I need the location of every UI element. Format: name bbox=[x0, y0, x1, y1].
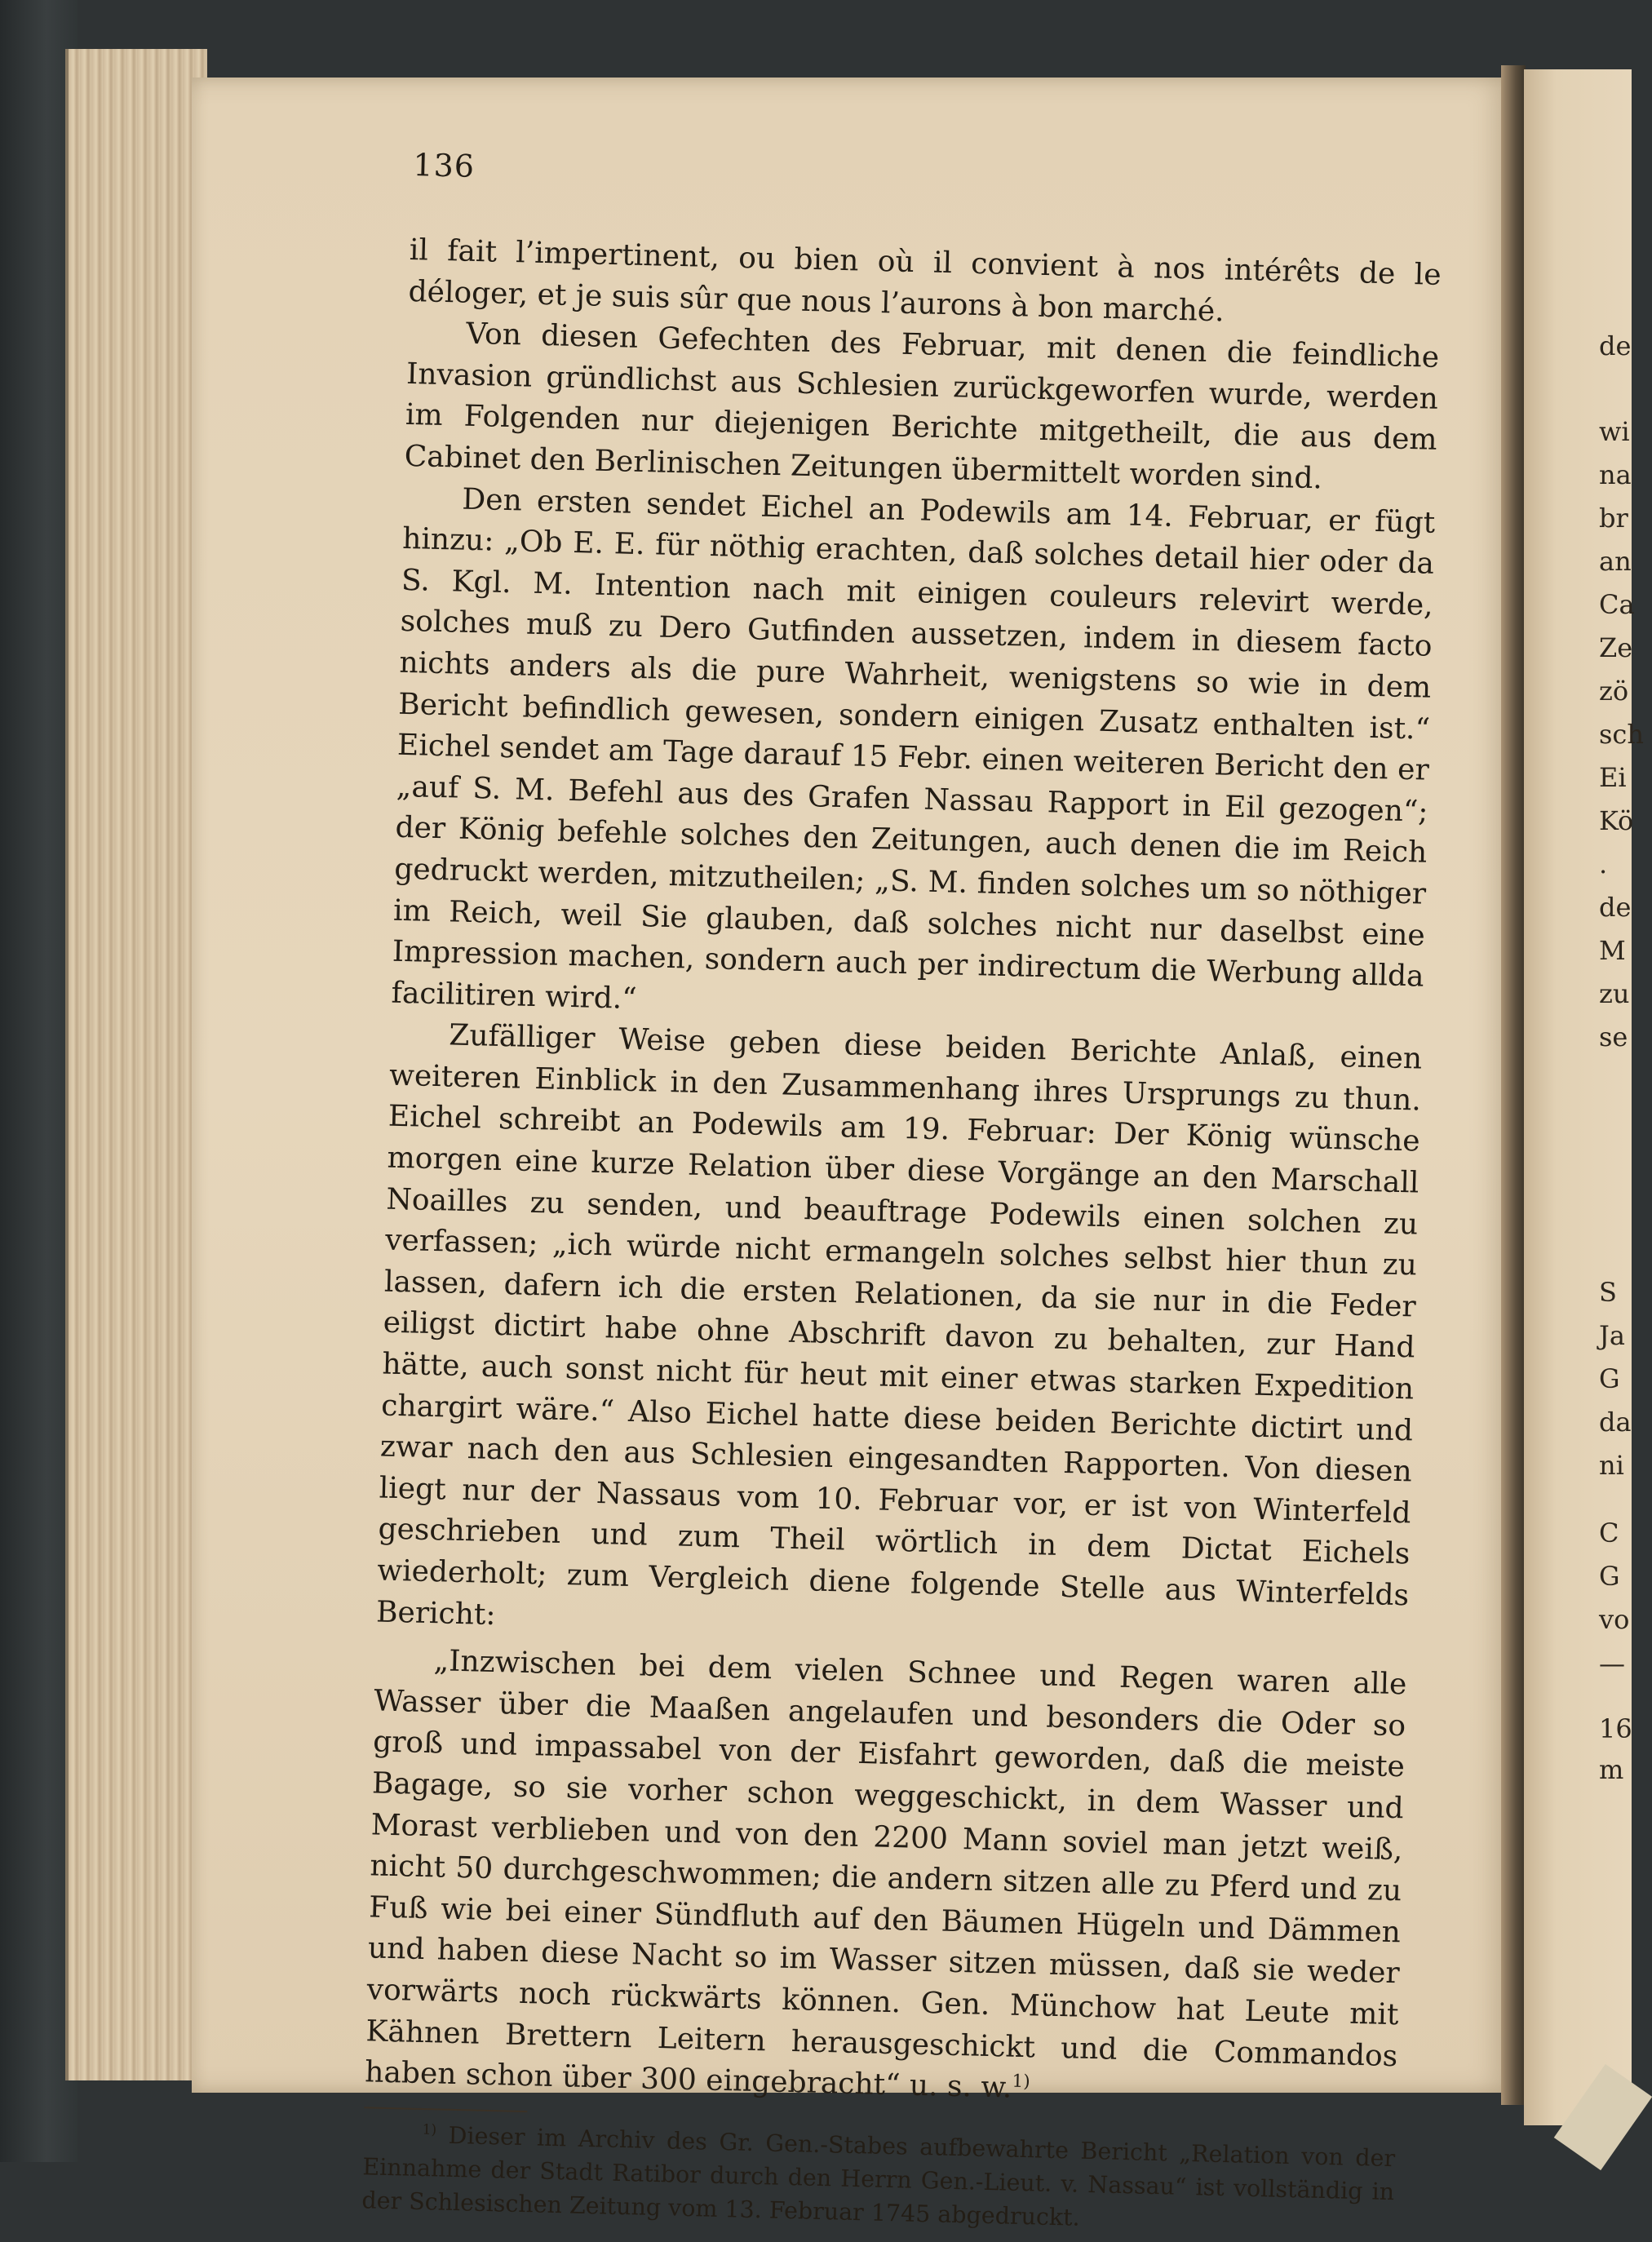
footnote bbox=[361, 2116, 1396, 2242]
footnote-text: Dieser im Archiv des Gr. Gen.-Stabes aufbewahrte Bericht „Relation von der Einnahme der Stadt Ratibor durch den Herrn Gen.-Lieut. v. Nassau“ ist vollständig in der Schlesischen Zeitung vom 13. Februar 1745 abgedruckt. bbox=[361, 2121, 1396, 2231]
facing-fragment: M bbox=[1599, 935, 1626, 966]
facing-fragment: 16 bbox=[1599, 1713, 1632, 1744]
facing-fragment: da bbox=[1599, 1407, 1632, 1438]
quoted-report-text: „Inzwischen bei dem vielen Schnee und Regen waren alle Wasser über die Maaßen angelaufen und besonders die Oder so groß und impassabel von der Eisfahrt geworden, daß die meiste Bagage, so sie vorher schon weggeschickt, in dem Wasser und Morast verblieben und von den 2200 Mann soviel man jetzt weiß, nicht 50 durchgeschwommen; die andern sitzen alle zu Pferd und zu Fuß wie bei einer Sündfluth auf den Bäumen Hügeln und Dämmen und haben diese Nacht so im Wasser sitzen müssen, daß sie weder vorwärts noch rückwärts können. Gen. Münchow hat Leute mit Kähnen Brettern Leitern herausgeschickt und die Commandos haben schon über 300 eingebracht“ u. s. w. bbox=[364, 1644, 1407, 2105]
facing-fragment: Ca bbox=[1599, 589, 1635, 620]
footnote-divider bbox=[364, 2107, 527, 2112]
facing-fragment: vo bbox=[1599, 1604, 1630, 1635]
facing-fragment: m bbox=[1599, 1754, 1624, 1785]
facing-fragment: G bbox=[1599, 1363, 1620, 1394]
facing-fragment: zö bbox=[1599, 676, 1629, 707]
quoted-report bbox=[365, 1640, 1407, 2119]
paragraph: Zufälliger Weise geben diese beiden Berichte Anlaß, einen weiteren Einblick in den Zusammenhang ihres Ursprungs zu thun. Eichel schreibt an Podewils am 19. Februar: Der König wünsche morgen eine kurze Relation über diese Vorgänge an den Marschall Noailles zu senden, und beauftrage Podewils einen solchen zu verfassen; „ich würde nicht ermangeln solches selbst hier thun zu lassen, dafern ich die ersten Relationen, da sie nur in die Feder eiligst dictirt habe ohne Abschrift davon zu behalten, zur Hand hätte, auch sonst nicht für heut mit einer etwas starken Expedition chargirt wäre.“ Also Eichel hatte diese beiden Berichte dictirt und zwar nach den aus Schlesien eingesandten Rapporten. Von diesen liegt nur der Nassaus vom 10. Februar vor, er ist von Winterfeld geschrieben und zum Theil wörtlich in dem Dictat Eichels wiederholt; zum Vergleich diene folgende Stelle aus Winterfelds Bericht: bbox=[375, 1018, 1423, 1632]
paragraph: Von diesen Gefechten des Februar, mit denen die feindliche Invasion gründlichst aus Schlesien zurückgeworfen wurde, werden im Folgenden nur diejenigen Berichte mitgetheilt, die aus dem Cabinet den Berlinischen Zeitungen übermittelt worden sind. bbox=[404, 317, 1440, 496]
facing-fragment: ni bbox=[1599, 1450, 1624, 1481]
paragraph-french-quote-end: il fait l’impertinent, ou bien où il convient à nos intérêts de le déloger, et je suis sûr que nous l’aurons à bon marché. bbox=[408, 233, 1442, 328]
facing-fragment: . bbox=[1599, 849, 1608, 880]
facing-fragment: br bbox=[1599, 503, 1628, 534]
facing-fragment: — bbox=[1599, 1648, 1625, 1679]
facing-fragment: Ze bbox=[1599, 632, 1633, 663]
facing-fragment: sch bbox=[1599, 719, 1644, 750]
paragraph: Den ersten sendet Eichel an Podewils am 14. Februar, er fügt hinzu: „Ob E. E. für nöthig erachten, daß solches detail hier oder da S. Kgl. M. Intention nach mit einigen couleurs relevirt werde, solches muß zu Dero Gutfinden aussetzen, indem in diesem facto nichts anders als die pure Wahrheit, wenigstens so wie in dem Bericht befindlich gewesen, sondern einigen Zusatz enthalten ist.“ Eichel sendet am Tage darauf 15 Febr. einen weiteren Bericht den er „auf S. M. Befehl aus des Grafen Nassau Rapport in Eil gezogen“; der König befehle solches den Zeitungen, auch denen die im Reich gedruckt werden, mitzutheilen; „S. M. finden solches um so nöthiger im Reich, weil Sie glauben, daß solches nicht nur daselbst eine Impression machen, sondern auch per indirectum die Werbung allda facilitiren wird.“ bbox=[391, 482, 1436, 1016]
facing-fragment: Kö bbox=[1599, 805, 1634, 836]
facing-fragment: C bbox=[1599, 1518, 1619, 1549]
facing-fragment: se bbox=[1599, 1021, 1628, 1052]
footnote-mark: 1) bbox=[422, 2121, 437, 2138]
facing-fragment: de bbox=[1599, 892, 1632, 923]
facing-fragment: zu bbox=[1599, 978, 1630, 1009]
book-gutter bbox=[1501, 65, 1526, 2105]
facing-fragment: Ja bbox=[1599, 1320, 1625, 1351]
facing-fragment: G bbox=[1599, 1561, 1620, 1592]
footnote-reference: 1) bbox=[1012, 2071, 1031, 2093]
page-stack-edge bbox=[65, 49, 207, 2080]
facing-fragment: S bbox=[1599, 1277, 1617, 1308]
facing-fragment: wi bbox=[1599, 416, 1630, 447]
facing-fragment: na bbox=[1599, 459, 1632, 490]
facing-fragment: de bbox=[1599, 330, 1632, 361]
facing-fragment: an bbox=[1599, 546, 1632, 577]
page-number: 136 bbox=[412, 147, 476, 184]
facing-page bbox=[1524, 69, 1632, 2125]
facing-fragment: Ei bbox=[1599, 762, 1627, 793]
page-text bbox=[361, 147, 1444, 2242]
